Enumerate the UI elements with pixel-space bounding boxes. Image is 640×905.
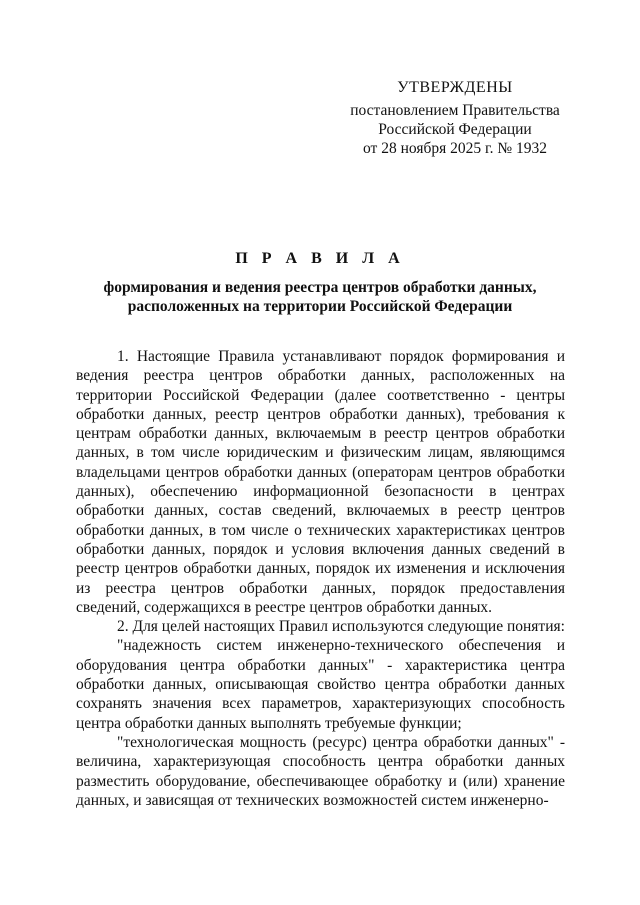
- definition-reliability: "надежность систем инженерно-технического обеспечения и оборудования центра обработки данных" - характеристика центра обработки данных, описывающая свойство центра обработки данных сохранять значения всех параметров, характеризующих способность центра обработки данных выполнять требуемые функции;: [76, 637, 565, 732]
- approval-line-1: постановлением Правительства: [350, 102, 560, 119]
- document-subtitle: [70, 278, 570, 316]
- paragraph-1: 1. Настоящие Правила устанавливают порядок формирования и ведения реестра центров обработки данных, расположенных на территории Российской Федерации (далее соответственно - центры обработки данных, реестр центров обработки данных), требования к центрам обработки данных, включаемым в реестр центров обработки данных, в том числе юридическим и физическим лицам, являющимся владельцами центров обработки данных (операторам центров обработки данных), обеспечению информационной безопасности в центрах обработки данных, состав сведений, включаемых в реестр центров обработки данных, в том числе о технических характеристиках центров обработки данных, порядок и условия включения данных сведений в реестр центров обработки данных, порядок их изменения и исключения из реестра центров обработки данных, порядок предоставления сведений, содержащихся в реестре центров обработки данных.: [76, 348, 565, 616]
- approval-stamp: [330, 78, 580, 158]
- document-body: [76, 347, 565, 810]
- approval-title: УТВЕРЖДЕНЫ: [397, 79, 513, 96]
- approval-line-2: Российской Федерации: [378, 121, 532, 138]
- definition-capacity: "технологическая мощность (ресурс) центра обработки данных" - величина, характеризующая способность центра обработки данных разместить оборудование, обеспечивающее обработку и (или) хранение данных, и зависящая от технических возможностей систем инженерно-: [76, 733, 565, 809]
- approval-line-3: от 28 ноября 2025 г. № 1932: [363, 140, 547, 157]
- paragraph-2: 2. Для целей настоящих Правил используются следующие понятия:: [117, 618, 565, 636]
- document-title: П Р А В И Л А: [235, 250, 405, 267]
- document-subtitle-line-1: формирования и ведения реестра центров обработки данных,: [103, 279, 537, 296]
- document-subtitle-line-2: расположенных на территории Российской Федерации: [127, 298, 513, 315]
